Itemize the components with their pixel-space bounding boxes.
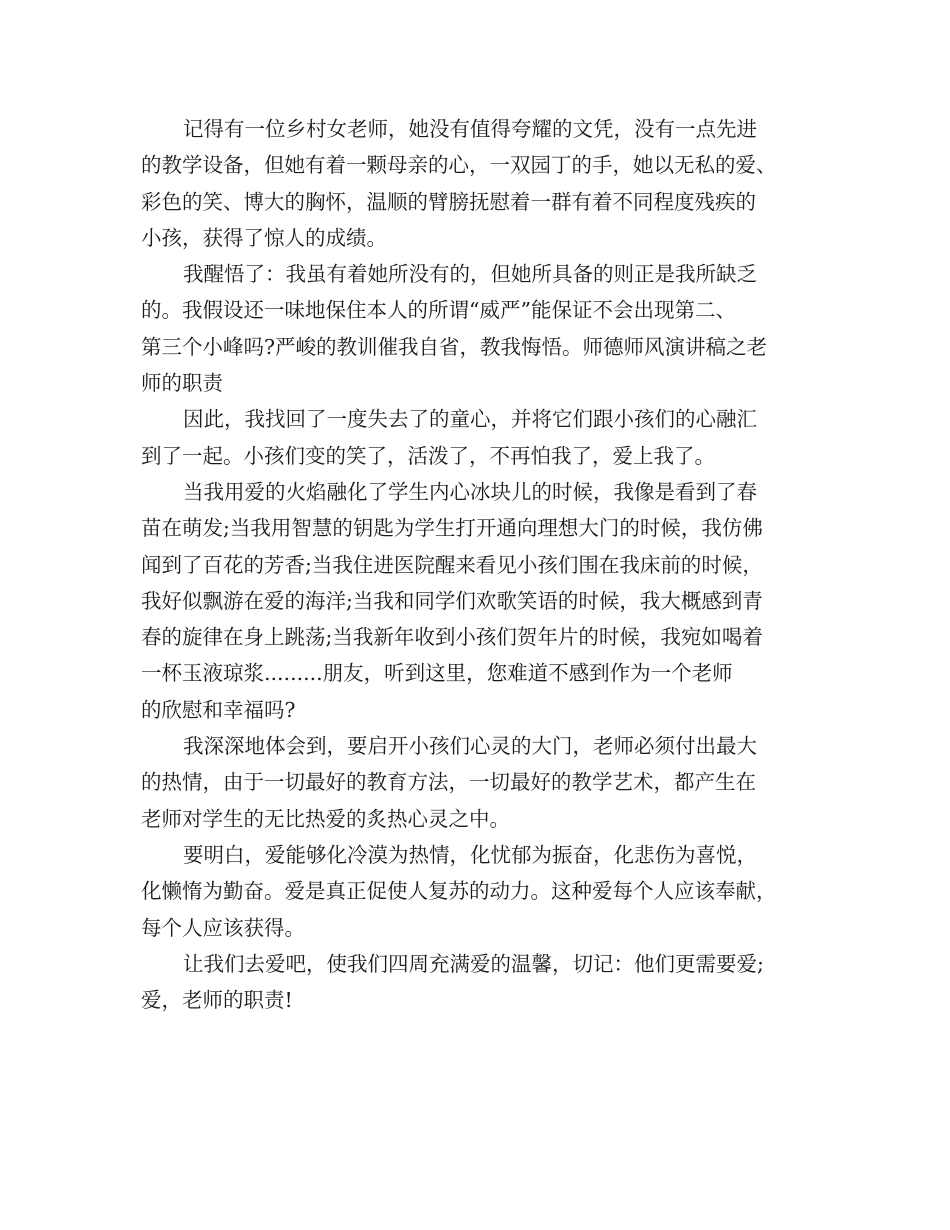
paragraph [141,256,813,401]
paragraph [141,401,813,474]
text-line: 彩色的笑、博大的胸怀，温顺的臂膀抚慰着一群有着不同程度残疾的 [141,189,756,214]
text-line: 化懒惰为勤奋。爱是真正促使人复苏的动力。这种爱每个人应该奉献， [141,879,777,904]
paragraph [141,946,813,1019]
text-line: 师的职责 [141,371,223,396]
text-line: 春的旋律在身上跳荡;当我新年收到小孩们贺年片的时候，我宛如喝着 [141,625,763,650]
text-line: 到了一起。小孩们变的笑了，活泼了，不再怕我了，爱上我了。 [141,443,715,468]
text-line: 要明白，爱能够化冷漠为热情，化忧郁为振奋，化悲伤为喜悦， [183,842,757,867]
text-line: 每个人应该获得。 [141,915,305,940]
text-line: 我好似飘游在爱的海洋;当我和同学们欢歌笑语的时候，我大概感到青 [141,588,763,613]
text-line: 让我们去爱吧，使我们四周充满爱的温馨，切记：他们更需要爱; [183,951,764,976]
text-line: 老师对学生的无比热爱的炙热心灵之中。 [141,806,510,831]
text-line: 我醒悟了：我虽有着她所没有的，但她所具备的则正是我所缺乏 [183,262,757,287]
text-line: 爱，老师的职责! [141,988,293,1013]
text-line: 我深深地体会到，要启开小孩们心灵的大门，老师必须付出最大 [183,734,757,759]
text-line: 苗在萌发;当我用智慧的钥匙为学生打开通向理想大门的时候，我仿佛 [141,516,763,541]
paragraph [141,728,813,837]
text-line: 一杯玉液琼浆.........朋友，听到这里，您难道不感到作为一个老师 [141,661,733,686]
text-line: 第三个小峰吗?严峻的教训催我自省，教我悔悟。师德师风演讲稿之老 [141,334,767,359]
text-line: 闻到了百花的芳香;当我住进医院醒来看见小孩们围在我床前的时候， [141,552,763,577]
text-line: 的。我假设还一味地保住本人的所谓“威严”能保证不会出现第二、 [141,298,736,323]
text-line: 小孩，获得了惊人的成绩。 [141,225,387,250]
text-line: 因此，我找回了一度失去了的童心，并将它们跟小孩们的心融汇 [183,407,757,432]
text-line: 的热情，由于一切最好的教育方法，一切最好的教学艺术，都产生在 [141,770,756,795]
text-line: 记得有一位乡村女老师，她没有值得夸耀的文凭，没有一点先进 [183,117,757,141]
text-line: 当我用爱的火焰融化了学生内心冰块儿的时候，我像是看到了春 [183,479,757,504]
text-line: 的教学设备，但她有着一颗母亲的心，一双园丁的手，她以无私的爱、 [141,153,777,178]
text-line: 的欣慰和幸福吗? [141,697,296,722]
paragraph [141,474,813,728]
document-body [141,111,813,1018]
paragraph [141,837,813,946]
paragraph [141,111,813,256]
